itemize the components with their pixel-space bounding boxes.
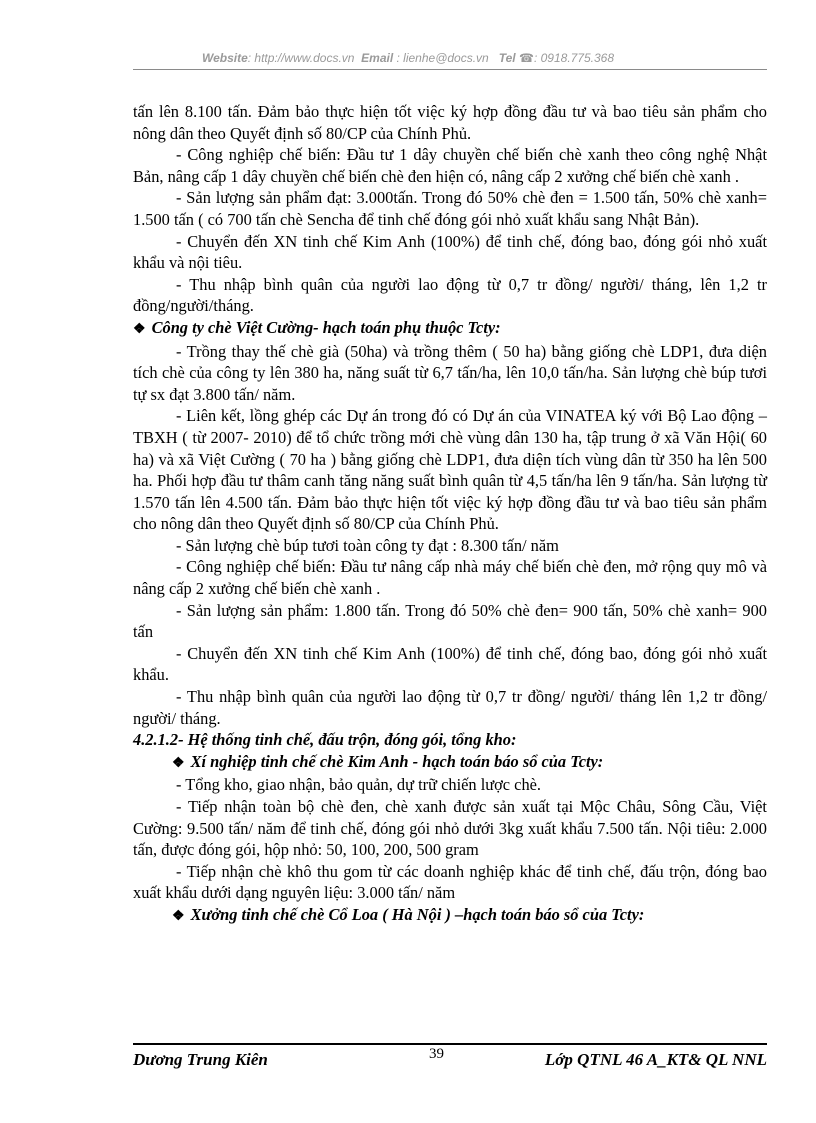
paragraph: - Thu nhập bình quân của người lao động từ 0,7 tr đồng/ người/ tháng lên 1,2 tr đồng/ người/ tháng. (133, 687, 767, 728)
footer-author: Dương Trung Kiên (133, 1050, 268, 1069)
paragraph: - Tiếp nhận toàn bộ chè đen, chè xanh được sản xuất tại Mộc Châu, Sông Cầu, Việt Cường: 9.500 tấn/ năm để tinh chế, đóng gói nhỏ dưới 3kg xuất khẩu 7.500 tấn. Nội tiêu: 2.000 tấn, được đóng gói, hộp nhỏ: 50, 100, 200, 500 gram (133, 797, 767, 860)
email-label: Email (361, 51, 394, 65)
header-divider (133, 69, 767, 70)
paragraph: - Công nghiệp chế biến: Đầu tư 1 dây chuyền chế biến chè xanh theo công nghệ Nhật Bản, nâng cấp 1 dây chuyền chế biến chè đen hiện có, nâng cấp 2 xưởng chế biến chè xanh . (133, 145, 767, 186)
phone-icon: ☎ (519, 51, 534, 65)
bullet-heading (133, 317, 767, 341)
page-footer (133, 1046, 767, 1074)
website-value: : http://www.docs.vn (247, 51, 355, 65)
paragraph: tấn lên 8.100 tấn. Đảm bảo thực hiện tốt việc ký hợp đồng đầu tư và bao tiêu sản phẩm cho nông dân theo Quyết định số 80/CP của Chính Phủ. (133, 102, 767, 143)
page-number: 39 (429, 1046, 444, 1062)
paragraph: - Công nghiệp chế biến: Đầu tư nâng cấp nhà máy chế biến chè đen, mở rộng quy mô và nâng cấp 2 xưởng chế biến chè xanh . (133, 557, 767, 599)
paragraph: - Sản lượng sản phẩm đạt: 3.000tấn. Trong đó 50% chè đen = 1.500 tấn, 50% chè xanh= 1.500 tấn ( có 700 tấn chè Sencha để tinh chế đóng gói nhỏ xuất khẩu sang Nhật Bản). (133, 188, 767, 229)
paragraph: - Tiếp nhận chè khô thu gom từ các doanh nghiệp khác để tinh chế, đấu trộn, đóng bao xuất khẩu dưới dạng nguyên liệu: 3.000 tấn/ năm (133, 861, 767, 903)
paragraph: - Trồng thay thế chè già (50ha) và trồng thêm ( 50 ha) bằng giống chè LDP1, đưa diện tích chè của công ty lên 380 ha, năng suất từ 6,7 tấn/ha, lên 10,0 tấn/ha. Sản lượng chè búp tươi tự sx đạt 3.800 tấn/ năm. (133, 341, 767, 404)
bullet-heading-text: Xưởng tinh chế chè Cổ Loa ( Hà Nội ) –hạch toán báo sổ của Tcty: (190, 904, 645, 924)
paragraph: - Liên kết, lồng ghép các Dự án trong đó có Dự án của VINATEA ký với Bộ Lao động – TBXH ( từ 2007- 2010) để tổ chức trồng mới chè vùng dân 130 ha, tập trung ở xã Văn Hội( 60 ha) và xã Việt Cường ( 70 ha ) bằng giống chè LDP1, đưa diện tích vùng dân từ 350 ha lên 500 ha. Phối hợp đầu tư thâm canh tăng năng suất bình quân từ 4,5 tấn/ha lên 9 tấn/ha. Sản lượng từ 1.570 tấn lên 4.500 tấn. Đảm bảo thực hiện tốt việc ký hợp đồng đầu tư và bao tiêu sản phẩm cho nông dân theo Quyết định số 80/CP của Chính Phủ. (133, 406, 767, 534)
tel-value: : 0918.775.368 (533, 51, 615, 65)
diamond-bullet-icon: ❖ (172, 908, 185, 924)
bullet-heading (133, 904, 767, 928)
email-value: : lienhe@docs.vn (396, 51, 489, 65)
website-label: Website (201, 51, 248, 65)
bullet-heading-text: Công ty chè Việt Cường- hạch toán phụ thuộc Tcty: (151, 317, 501, 337)
document-body (133, 101, 767, 928)
footer-class: Lớp QTNL 46 A_KT& QL NNL (544, 1050, 767, 1069)
bullet-heading (133, 751, 767, 775)
diamond-bullet-icon: ❖ (172, 755, 185, 771)
page-header (0, 51, 816, 65)
paragraph: - Chuyển đến XN tinh chế Kim Anh (100%) để tinh chế, đóng bao, đóng gói nhỏ xuất khẩu và nội tiêu. (133, 231, 767, 273)
footer-divider (133, 1043, 767, 1045)
paragraph: - Chuyển đến XN tinh chế Kim Anh (100%) để tinh chế, đóng bao, đóng gói nhỏ xuất khẩu. (133, 643, 767, 685)
paragraph: - Tổng kho, giao nhận, bảo quản, dự trữ chiến lược chè. (176, 775, 542, 795)
bullet-heading-text: Xí nghiệp tinh chế chè Kim Anh - hạch toán báo sổ của Tcty: (190, 751, 604, 771)
paragraph: - Sản lượng chè búp tươi toàn công ty đạt : 8.300 tấn/ năm (176, 535, 559, 555)
paragraph: - Sản lượng sản phẩm: 1.800 tấn. Trong đó 50% chè đen= 900 tấn, 50% chè xanh= 900 tấn (133, 600, 767, 642)
section-heading: 4.2.1.2- Hệ thống tinh chế, đấu trộn, đóng gói, tổng kho: (133, 730, 517, 750)
tel-label: Tel (498, 51, 516, 65)
diamond-bullet-icon: ❖ (133, 321, 146, 337)
paragraph: - Thu nhập bình quân của người lao động từ 0,7 tr đồng/ người/ tháng, lên 1,2 tr đồng/người/tháng. (133, 274, 767, 316)
